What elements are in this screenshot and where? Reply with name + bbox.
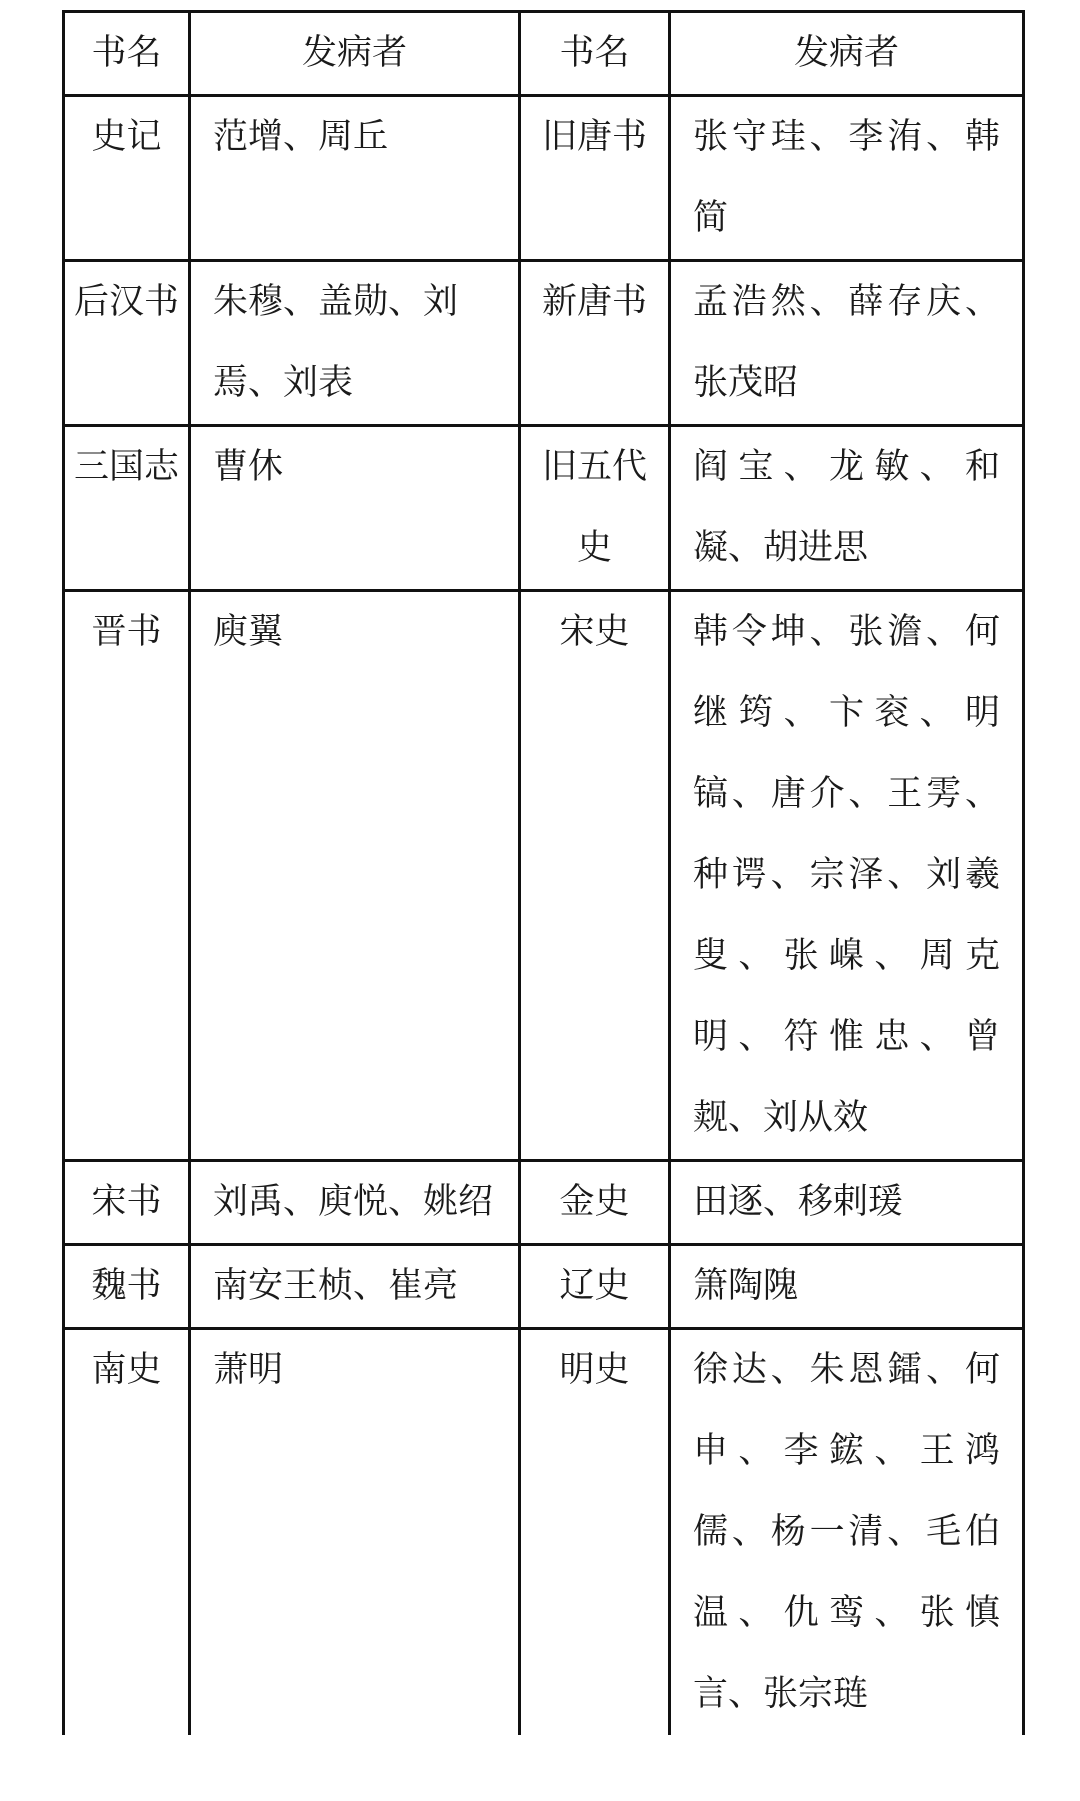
patients-cell: 阎宝、龙敏、和凝、胡进思 (670, 426, 1024, 591)
header-patients-right: 发病者 (670, 12, 1024, 96)
table-header (64, 12, 1024, 96)
book-name-cell: 新唐书 (520, 261, 670, 426)
patients-cell: 曹休 (190, 426, 520, 591)
table-row (64, 426, 1024, 591)
table-row (64, 1161, 1024, 1245)
patients-cell: 韩令坤、张澹、何继筠、卞衮、明镐、唐介、王雱、种谔、宗泽、刘羲叟、张嵲、周克明、符惟忠、曾觌、刘从效 (670, 591, 1024, 1161)
book-name-cell: 辽史 (520, 1245, 670, 1329)
book-name-cell: 宋史 (520, 591, 670, 1161)
book-name-cell: 宋书 (64, 1161, 190, 1245)
header-book-left: 书名 (64, 12, 190, 96)
book-name-cell: 明史 (520, 1329, 670, 1736)
book-name-cell: 旧五代史 (520, 426, 670, 591)
table-row (64, 1245, 1024, 1329)
document-page (62, 10, 1022, 1735)
patients-cell: 田逐、移剌瑗 (670, 1161, 1024, 1245)
table-row (64, 261, 1024, 426)
book-name-cell: 三国志 (64, 426, 190, 591)
patients-cell: 萧明 (190, 1329, 520, 1736)
patients-cell: 南安王桢、崔亮 (190, 1245, 520, 1329)
book-name-cell: 后汉书 (64, 261, 190, 426)
book-name-cell: 金史 (520, 1161, 670, 1245)
table-row (64, 1329, 1024, 1736)
patients-cell: 孟浩然、薛存庆、张茂昭 (670, 261, 1024, 426)
table-row (64, 96, 1024, 261)
book-name-cell: 旧唐书 (520, 96, 670, 261)
header-patients-left: 发病者 (190, 12, 520, 96)
book-name-cell: 史记 (64, 96, 190, 261)
history-table (62, 10, 1025, 1735)
header-book-right: 书名 (520, 12, 670, 96)
patients-cell: 徐达、朱恩鐳、何申、李鋐、王鸿儒、杨一清、毛伯温、仇鸾、张慎言、张宗琏 (670, 1329, 1024, 1736)
header-row (64, 12, 1024, 96)
patients-cell: 范增、周丘 (190, 96, 520, 261)
table-body (64, 96, 1024, 1736)
patients-cell: 朱穆、盖勋、刘焉、刘表 (190, 261, 520, 426)
book-name-cell: 南史 (64, 1329, 190, 1736)
patients-cell: 庾翼 (190, 591, 520, 1161)
patients-cell: 张守珪、李洧、韩简 (670, 96, 1024, 261)
book-name-cell: 晋书 (64, 591, 190, 1161)
patients-cell: 刘禹、庾悦、姚绍 (190, 1161, 520, 1245)
book-name-cell: 魏书 (64, 1245, 190, 1329)
table-row (64, 591, 1024, 1161)
patients-cell: 箫陶隗 (670, 1245, 1024, 1329)
